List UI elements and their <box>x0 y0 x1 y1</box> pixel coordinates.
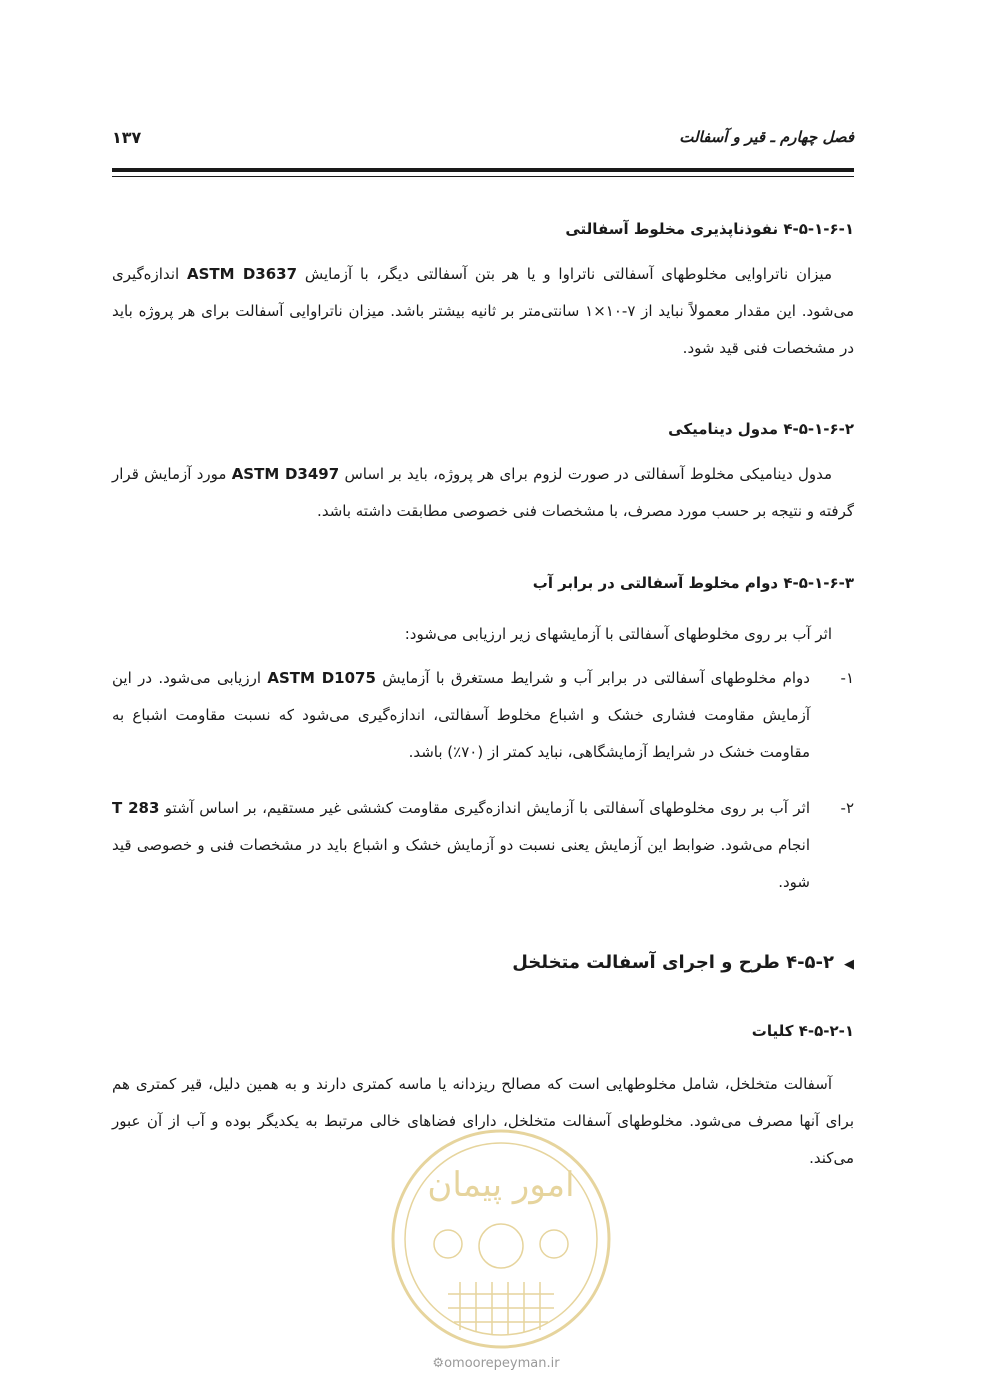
paragraph-text: مدول دینامیکی مخلوط آسفالتی در صورت لزوم برای هر پروژه، باید بر اساس <box>339 465 833 483</box>
standard-code: ASTM D3637 <box>186 265 298 283</box>
list-item <box>112 790 854 901</box>
chapter-title: فصل چهارم ـ قیر و آسفالت <box>679 128 854 146</box>
list-item <box>112 660 854 771</box>
watermark-site-text: ⚙omoorepeyman.ir <box>432 1356 560 1371</box>
paragraph-dynamic-modulus <box>112 456 854 530</box>
section-heading-water-durability: ۴-۵-۱-۶-۳ دوام مخلوط آسفالتی در برابر آب <box>532 574 854 592</box>
paragraph-text: میزان ناتراوایی مخلوطهای آسفالتی ناتراوا و یا هر بتن آسفالتی دیگر، با آزمایش <box>297 265 832 283</box>
list-item-text: ارزیابی می‌شود. در این آزمایش مقاومت فشاری خشک و اشباع مخلوط آسفالتی، اندازه‌گیری می‌شود که نسبت مقاومت اشباع به مقاومت خشک در شرایط آزمایشگاهی، نباید کمتر از (۷۰٪) باشد. <box>112 669 810 761</box>
watermark-site-label: omoorepeyman.ir <box>444 1356 560 1371</box>
list-item-body <box>112 790 810 901</box>
standard-code: T 283 <box>112 799 160 817</box>
standard-code: ASTM D3497 <box>231 465 340 483</box>
paragraph-text: مورد آزمایش قرار گرفته و نتیجه بر حسب مورد مصرف، با مشخصات فنی خصوصی مطابقت داشته باشد. <box>112 465 854 520</box>
triangle-left-icon: ◀ <box>844 957 854 972</box>
header-rule-thick <box>112 168 854 172</box>
section-heading-general: ۴-۵-۲-۱ کلیات <box>751 1022 854 1040</box>
section-heading-dynamic-modulus: ۴-۵-۱-۶-۲ مدول دینامیکی <box>668 420 854 438</box>
paragraph-intro: اثر آب بر روی مخلوطهای آسفالتی با آزمایشهای زیر ارزیابی می‌شود: <box>404 625 832 643</box>
major-heading-porous-asphalt <box>512 952 854 973</box>
watermark-seal-text: امور پیمان <box>427 1165 575 1205</box>
standard-code: ASTM D1075 <box>267 669 376 687</box>
paragraph-impermeability <box>112 256 854 367</box>
header-rule-thin <box>112 176 854 177</box>
section-heading-impermeability: ۴-۵-۱-۶-۱ نفوذناپذیری مخلوط آسفالتی <box>565 220 854 238</box>
major-heading-text: ۴-۵-۲ طرح و اجرای آسفالت متخلخل <box>512 952 834 973</box>
list-item-number: ۲- <box>840 799 854 817</box>
list-item-number: ۱- <box>840 669 854 687</box>
paragraph-text: اندازه‌گیری می‌شود. این مقدار معمولاً نباید از ۷-۱۰×۱ سانتی‌متر بر ثانیه بیشتر باشد. میزان ناتراوایی آسفالت برای هر پروژه باید در مشخصات فنی قید شود. <box>112 265 854 357</box>
list-item-text: اثر آب بر روی مخلوطهای آسفالتی با آزمایش اندازه‌گیری مقاومت کششی غیر مستقیم، بر اساس آشتو <box>159 799 810 817</box>
list-item-body <box>112 660 810 771</box>
list-item-text: دوام مخلوطهای آسفالتی در برابر آب و شرایط مستغرق با آزمایش <box>375 669 810 687</box>
page-number: ۱۳۷ <box>112 128 142 147</box>
list-item-text: انجام می‌شود. ضوابط این آزمایش یعنی نسبت دو آزمایش خشک و اشباع باید در مشخصات فنی و خصوصی قید شود. <box>112 836 810 891</box>
paragraph-general: آسفالت متخلخل، شامل مخلوطهایی است که مصالح ریزدانه یا ماسه کمتری دارند و به همین دلیل، قیر کمتری هم برای آنها مصرف می‌شود. مخلوطهای آسفالت متخلخل، دارای فضاهای خالی مرتبط به یکدیگر بوده و آب از آن عبور می‌کند. <box>112 1075 854 1167</box>
page-header <box>112 128 854 158</box>
watermark-seal-icon <box>388 1126 614 1352</box>
